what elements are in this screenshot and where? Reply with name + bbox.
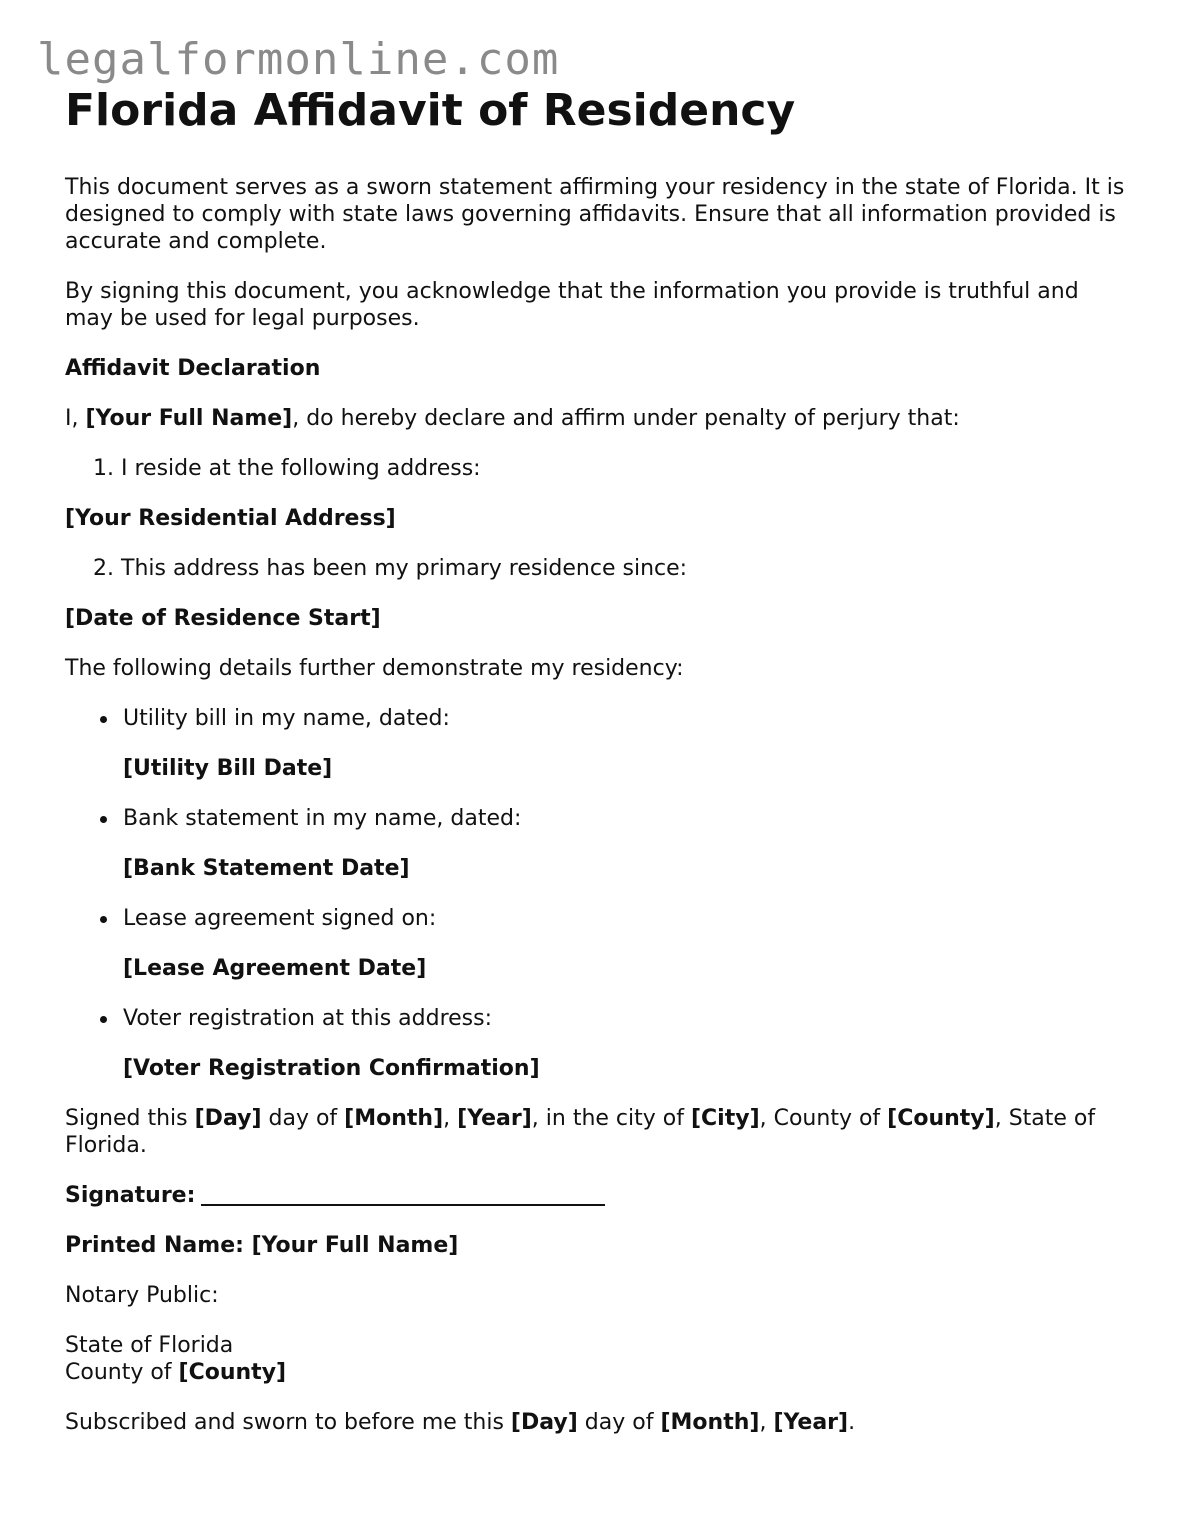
lease-agreement-date-placeholder: [Lease Agreement Date] — [123, 956, 427, 981]
bullet-bank-statement: Bank statement in my name, dated: — [65, 805, 1125, 832]
bullet-utility-bill: Utility bill in my name, dated: — [65, 705, 1125, 732]
notary-county-placeholder: [County] — [178, 1360, 287, 1385]
acknowledgement-paragraph: By signing this document, you acknowledge that the information you provide is truthful and may be used for legal purposes. — [65, 279, 1079, 331]
signature-label: Signature: — [65, 1183, 196, 1208]
watermark-logo: legalformonline.com — [37, 34, 560, 85]
document-title: Florida Affidavit of Residency — [65, 85, 796, 136]
details-intro: The following details further demonstrate my residency: — [65, 656, 684, 681]
notary-state: State of Florida — [65, 1333, 234, 1358]
sworn-statement: Subscribed and sworn to before me this [Day] day of [Month], [Year]. — [65, 1410, 856, 1435]
intro-paragraph: This document serves as a sworn statement affirming your residency in the state of Florida. It is designed to comply with state laws governing affidavits. Ensure that all information provided is accurate and complete. — [65, 175, 1125, 254]
notary-label: Notary Public: — [65, 1283, 219, 1308]
bank-statement-date-placeholder: [Bank Statement Date] — [123, 856, 410, 881]
bullet-voter-registration: Voter registration at this address: — [65, 1005, 1125, 1032]
printed-name: Printed Name: [Your Full Name] — [65, 1233, 459, 1258]
list-item-1: 1. I reside at the following address: — [93, 456, 481, 481]
bullet-lease-agreement: Lease agreement signed on: — [65, 905, 1125, 932]
declaration-statement: I, [Your Full Name], do hereby declare and affirm under penalty of perjury that: — [65, 406, 960, 431]
residence-start-placeholder: [Date of Residence Start] — [65, 606, 381, 631]
voter-registration-placeholder: [Voter Registration Confirmation] — [123, 1056, 540, 1081]
signed-statement: Signed this [Day] day of [Month], [Year], in the city of [City], County of [County], State of Florida. — [65, 1106, 1096, 1158]
utility-bill-date-placeholder: [Utility Bill Date] — [123, 756, 333, 781]
list-item-2: 2. This address has been my primary residence since: — [93, 556, 688, 581]
address-placeholder: [Your Residential Address] — [65, 506, 396, 531]
section-heading: Affidavit Declaration — [65, 356, 321, 381]
signature-line[interactable] — [201, 1182, 605, 1206]
signature-row — [65, 1182, 1125, 1209]
document-body — [65, 86, 1125, 1436]
notary-jurisdiction: State of Florida County of [County] — [65, 1333, 287, 1385]
full-name-placeholder: [Your Full Name] — [85, 406, 293, 431]
